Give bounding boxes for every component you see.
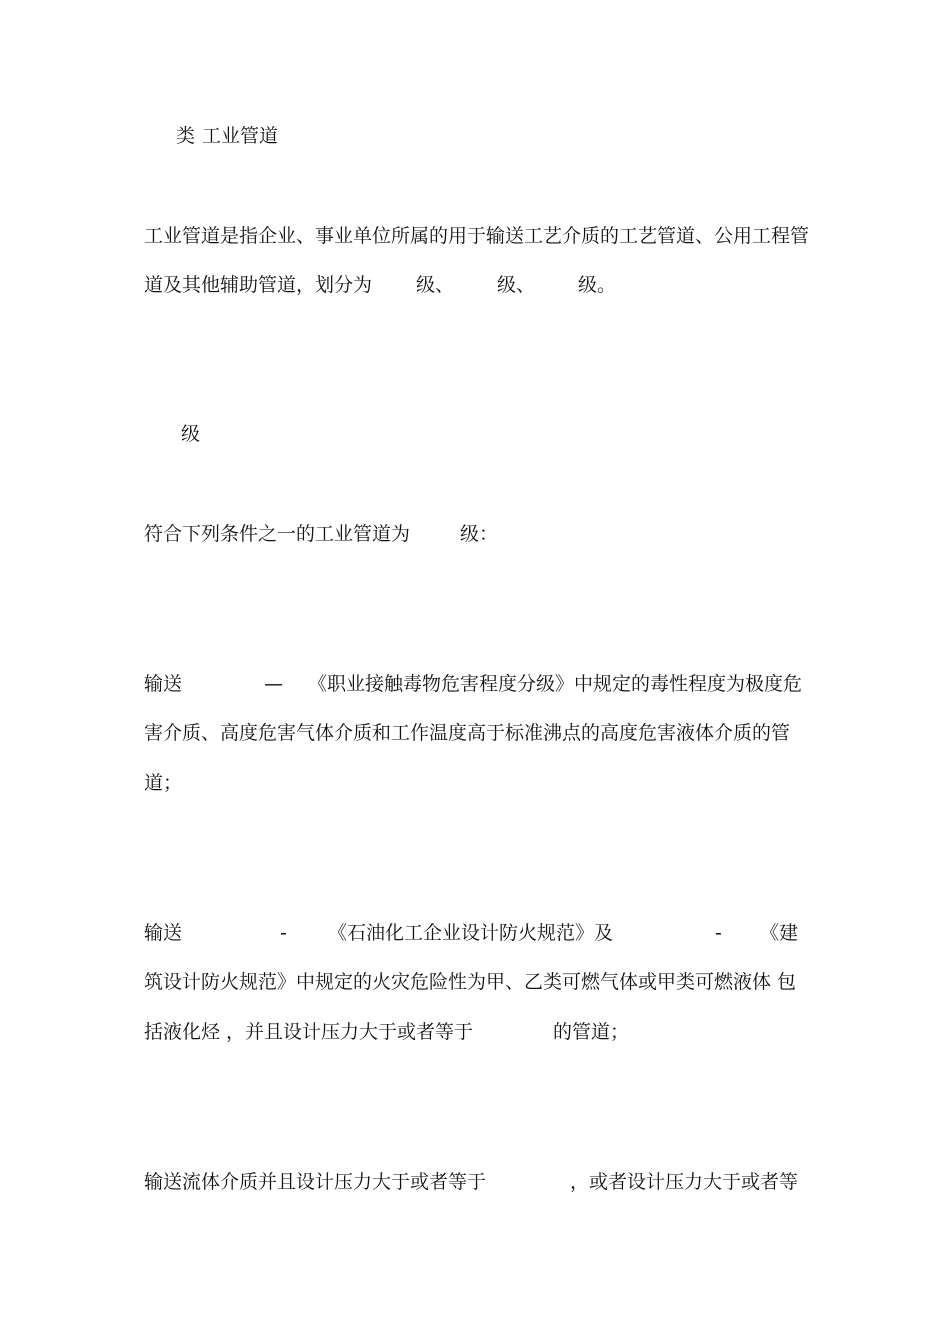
item2-e: 《建: [760, 922, 799, 944]
item1-line-3: [144, 771, 182, 795]
intro-line-2: [144, 273, 808, 297]
intro-line-2-d: 级。: [578, 274, 617, 296]
item1-c: 《职业接触毒物危害程度分级》中规定的毒性程度为极度危: [308, 673, 803, 695]
item1-line-1: [144, 672, 808, 696]
item2-b: -: [280, 922, 287, 944]
condition-intro-text: 符合下列条件之一的工业管道为: [144, 523, 411, 545]
item3-line-1: [144, 1170, 808, 1194]
item2-c: 《石油化工企业设计防火规范》及: [328, 922, 614, 944]
section-title: [181, 422, 200, 446]
section-title-text: 级: [181, 423, 201, 445]
item1-line-3-text: 道；: [144, 772, 183, 794]
heading-title: 工业管道: [202, 125, 279, 147]
condition-intro: [144, 522, 808, 546]
intro-line-1: [144, 224, 808, 248]
item3-a: 输送流体介质并且设计压力大于或者等于: [144, 1171, 487, 1193]
item3-b: ，或者设计压力大于或者等: [570, 1171, 799, 1193]
item2-line-1: [144, 921, 808, 945]
item2-line-2: [144, 970, 802, 994]
item1-a: 输送: [144, 673, 183, 695]
item1-line-2: [144, 721, 796, 745]
heading-prefix: 类: [176, 125, 196, 147]
item2-a: 输送: [144, 922, 183, 944]
intro-line-2-b: 级、: [416, 274, 455, 296]
item2-line-2-text: 筑设计防火规范》中规定的火灾危险性为甲、乙类可燃气体或甲类可燃液体 包: [144, 971, 797, 993]
item1-line-2-text: 害介质、高度危害气体介质和工作温度高于标准沸点的高度危害液体介质的管: [144, 722, 791, 744]
item2-line-3-a: 括液化烃 ，并且设计压力大于或者等于: [144, 1021, 474, 1043]
item2-line-3-b: 的管道；: [553, 1021, 630, 1043]
intro-line-2-c: 级、: [497, 274, 536, 296]
item2-d: -: [715, 922, 722, 944]
heading: [176, 124, 476, 148]
item2-line-3: [144, 1020, 808, 1044]
intro-line-1-text: 工业管道是指企业、事业单位所属的用于输送工艺介质的工艺管道、公用工程管: [144, 225, 810, 247]
condition-intro-suffix: 级：: [460, 523, 499, 545]
intro-line-2-a: 道及其他辅助管道，划分为: [144, 274, 373, 296]
item1-b: —: [264, 673, 283, 695]
